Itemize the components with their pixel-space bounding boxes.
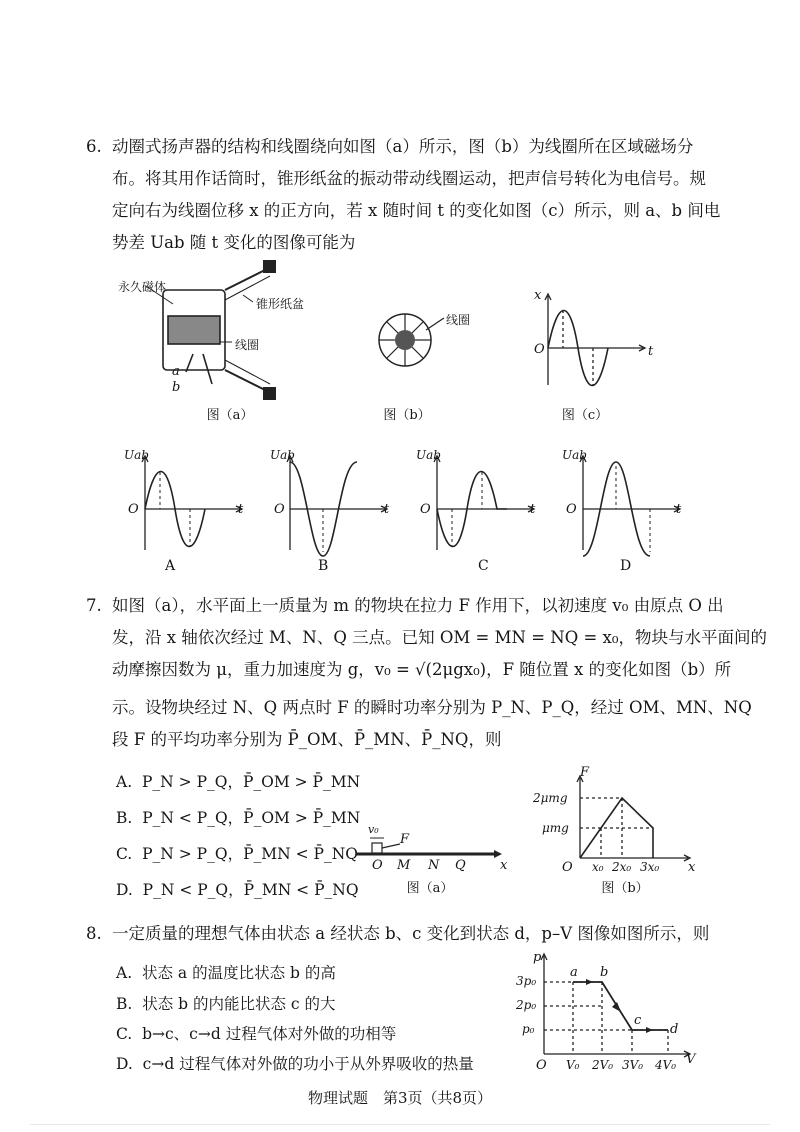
tick-v0: V₀ [566,1058,580,1072]
graph-d-y-label: Uab [562,448,587,462]
fig-7b-y-label: F [580,765,590,780]
tick-3p0: 3p₀ [516,974,537,988]
q7-option-c[interactable]: C. P_N > P_Q，P̄_MN < P̄_NQ [116,845,358,863]
option-c-label[interactable]: C [478,558,489,574]
option-d-label[interactable]: D [620,558,632,574]
tick-4v0: 4V₀ [655,1058,677,1072]
fig-7a-caption: 图（a） [406,881,454,896]
field-coil-label: 线圈 [446,313,471,327]
v0-label: v₀ [368,823,379,836]
tick-umg: μmg [542,821,569,835]
tick-p0: p₀ [522,1022,535,1036]
tick-3v0: 3V₀ [622,1058,644,1072]
q6-line-2: 布。将其用作话筒时，锥形纸盆的振动带动线圈运动，把声信号转化为电信号。规 [112,169,706,188]
q7-line-1: 如图（a），水平面上一质量为 m 的物块在拉力 F 作用下，以初速度 v₀ 由原点 O 出 [112,596,724,615]
fig-7b-x-label: x [688,860,696,875]
state-c: c [634,1013,642,1028]
cone-label: 锥形纸盆 [256,297,305,311]
q7-option-b[interactable]: B. P_N < P_Q，P̄_OM > P̄_MN [116,809,361,827]
displacement-graph [528,290,658,390]
state-b: b [600,965,609,980]
graph-b-origin: O [274,502,285,517]
option-graphs [120,440,700,560]
tick-2umg: 2μmg [533,791,568,805]
q8-number: 8. [86,924,102,943]
graph-b [287,456,390,556]
graph-a-y-label: Uab [124,448,149,462]
q6-number: 6. [86,137,102,156]
axis-x-label: x [500,858,508,873]
fig-7b-caption: 图（b） [601,881,649,896]
graph-c-y-label: Uab [416,448,441,462]
point-o: O [372,858,383,873]
point-n: N [428,858,440,873]
q7-line-5: 段 F 的平均功率分别为 P̄_OM、P̄_MN、P̄_NQ，则 [112,730,502,749]
pv-origin: O [536,1058,547,1073]
magnet-label: 永久磁体 [118,280,167,294]
fig-6a-caption: 图（a） [206,408,254,423]
graph-d-t-label: t [676,502,682,517]
graph-d-origin: O [566,502,577,517]
q6-line-4: 势差 Uab 随 t 变化的图像可能为 [112,233,356,252]
graph-c-t-label: t [530,502,536,517]
q7-option-d[interactable]: D. P_N < P_Q，P̄_MN < P̄_NQ [116,881,359,899]
q7-option-a[interactable]: A. P_N > P_Q，P̄_OM > P̄_MN [116,773,361,791]
graph-a-t-label: t [238,502,244,517]
graph-b-y-label: Uab [270,448,295,462]
q7-number: 7. [86,596,102,615]
fig-6b-caption: 图（b） [383,408,431,423]
q7-line-3: 动摩擦因数为 μ，重力加速度为 g，v₀ = √(2μgx₀)，F 随位置 x 的变化如图（b）所 [112,660,732,679]
q8-option-b[interactable]: B. 状态 b 的内能比状态 c 的大 [116,995,336,1013]
q8-option-a[interactable]: A. 状态 a 的温度比状态 b 的高 [116,964,336,982]
page-footer: 物理试题 第3页（共8页） [307,1089,493,1107]
fig-c-t-label: t [648,344,654,359]
point-m: M [397,858,411,873]
pv-y-label: p [533,950,542,965]
graph-a [142,456,242,550]
fig-c-x-label: x [534,288,542,303]
q8-option-c[interactable]: C. b→c、c→d 过程气体对外做的功相等 [116,1025,397,1043]
fig-6c-caption: 图（c） [561,408,609,423]
tick-2p0: 2p₀ [516,998,537,1012]
graph-a-origin: O [128,502,139,517]
q8-stem: 一定质量的理想气体由状态 a 经状态 b、c 变化到状态 d，p–V 图像如图所示，则 [112,924,710,943]
terminal-a-label: a [172,364,180,379]
graph-b-t-label: t [384,502,390,517]
force-graph [560,772,700,862]
q8-option-d[interactable]: D. c→d 过程气体对外做的功小于从外界吸收的热量 [116,1055,474,1073]
tick-x0: x₀ [592,860,604,874]
graph-d [580,456,680,556]
option-b-label[interactable]: B [318,558,329,574]
graph-c [434,456,534,550]
coil-label: 线圈 [235,338,260,352]
tick-2v0: 2V₀ [592,1058,614,1072]
f-label: F [400,832,410,847]
q7-line-2: 发，沿 x 轴依次经过 M、N、Q 三点。已知 OM = MN = NQ = x₀，物块与水平面间的 [112,628,767,647]
fig-7b-origin: O [562,860,573,875]
point-q: Q [455,858,466,873]
magnetic-field-figure [370,300,450,380]
option-a-label[interactable]: A [165,558,176,574]
bottom-divider [30,1124,770,1125]
q6-line-3: 定向右为线圈位移 x 的正方向，若 x 随时间 t 的变化如图（c）所示，则 a、b 间电 [112,201,721,220]
q6-line-1: 动圈式扬声器的结构和线圈绕向如图（a）所示，图（b）为线圈所在区域磁场分 [112,137,694,156]
terminal-b-label: b [172,380,181,395]
pv-x-label: V [686,1052,696,1067]
tick-2x0: 2x₀ [612,860,632,874]
graph-c-origin: O [420,502,431,517]
fig-c-origin: O [534,342,545,357]
state-d: d [670,1022,679,1037]
tick-3x0: 3x₀ [640,860,660,874]
q7-line-4: 示。设物块经过 N、Q 两点时 F 的瞬时功率分别为 P_N、P_Q，经过 OM、MN、NQ [112,698,752,717]
pv-graph [528,950,698,1060]
state-a: a [570,965,578,980]
